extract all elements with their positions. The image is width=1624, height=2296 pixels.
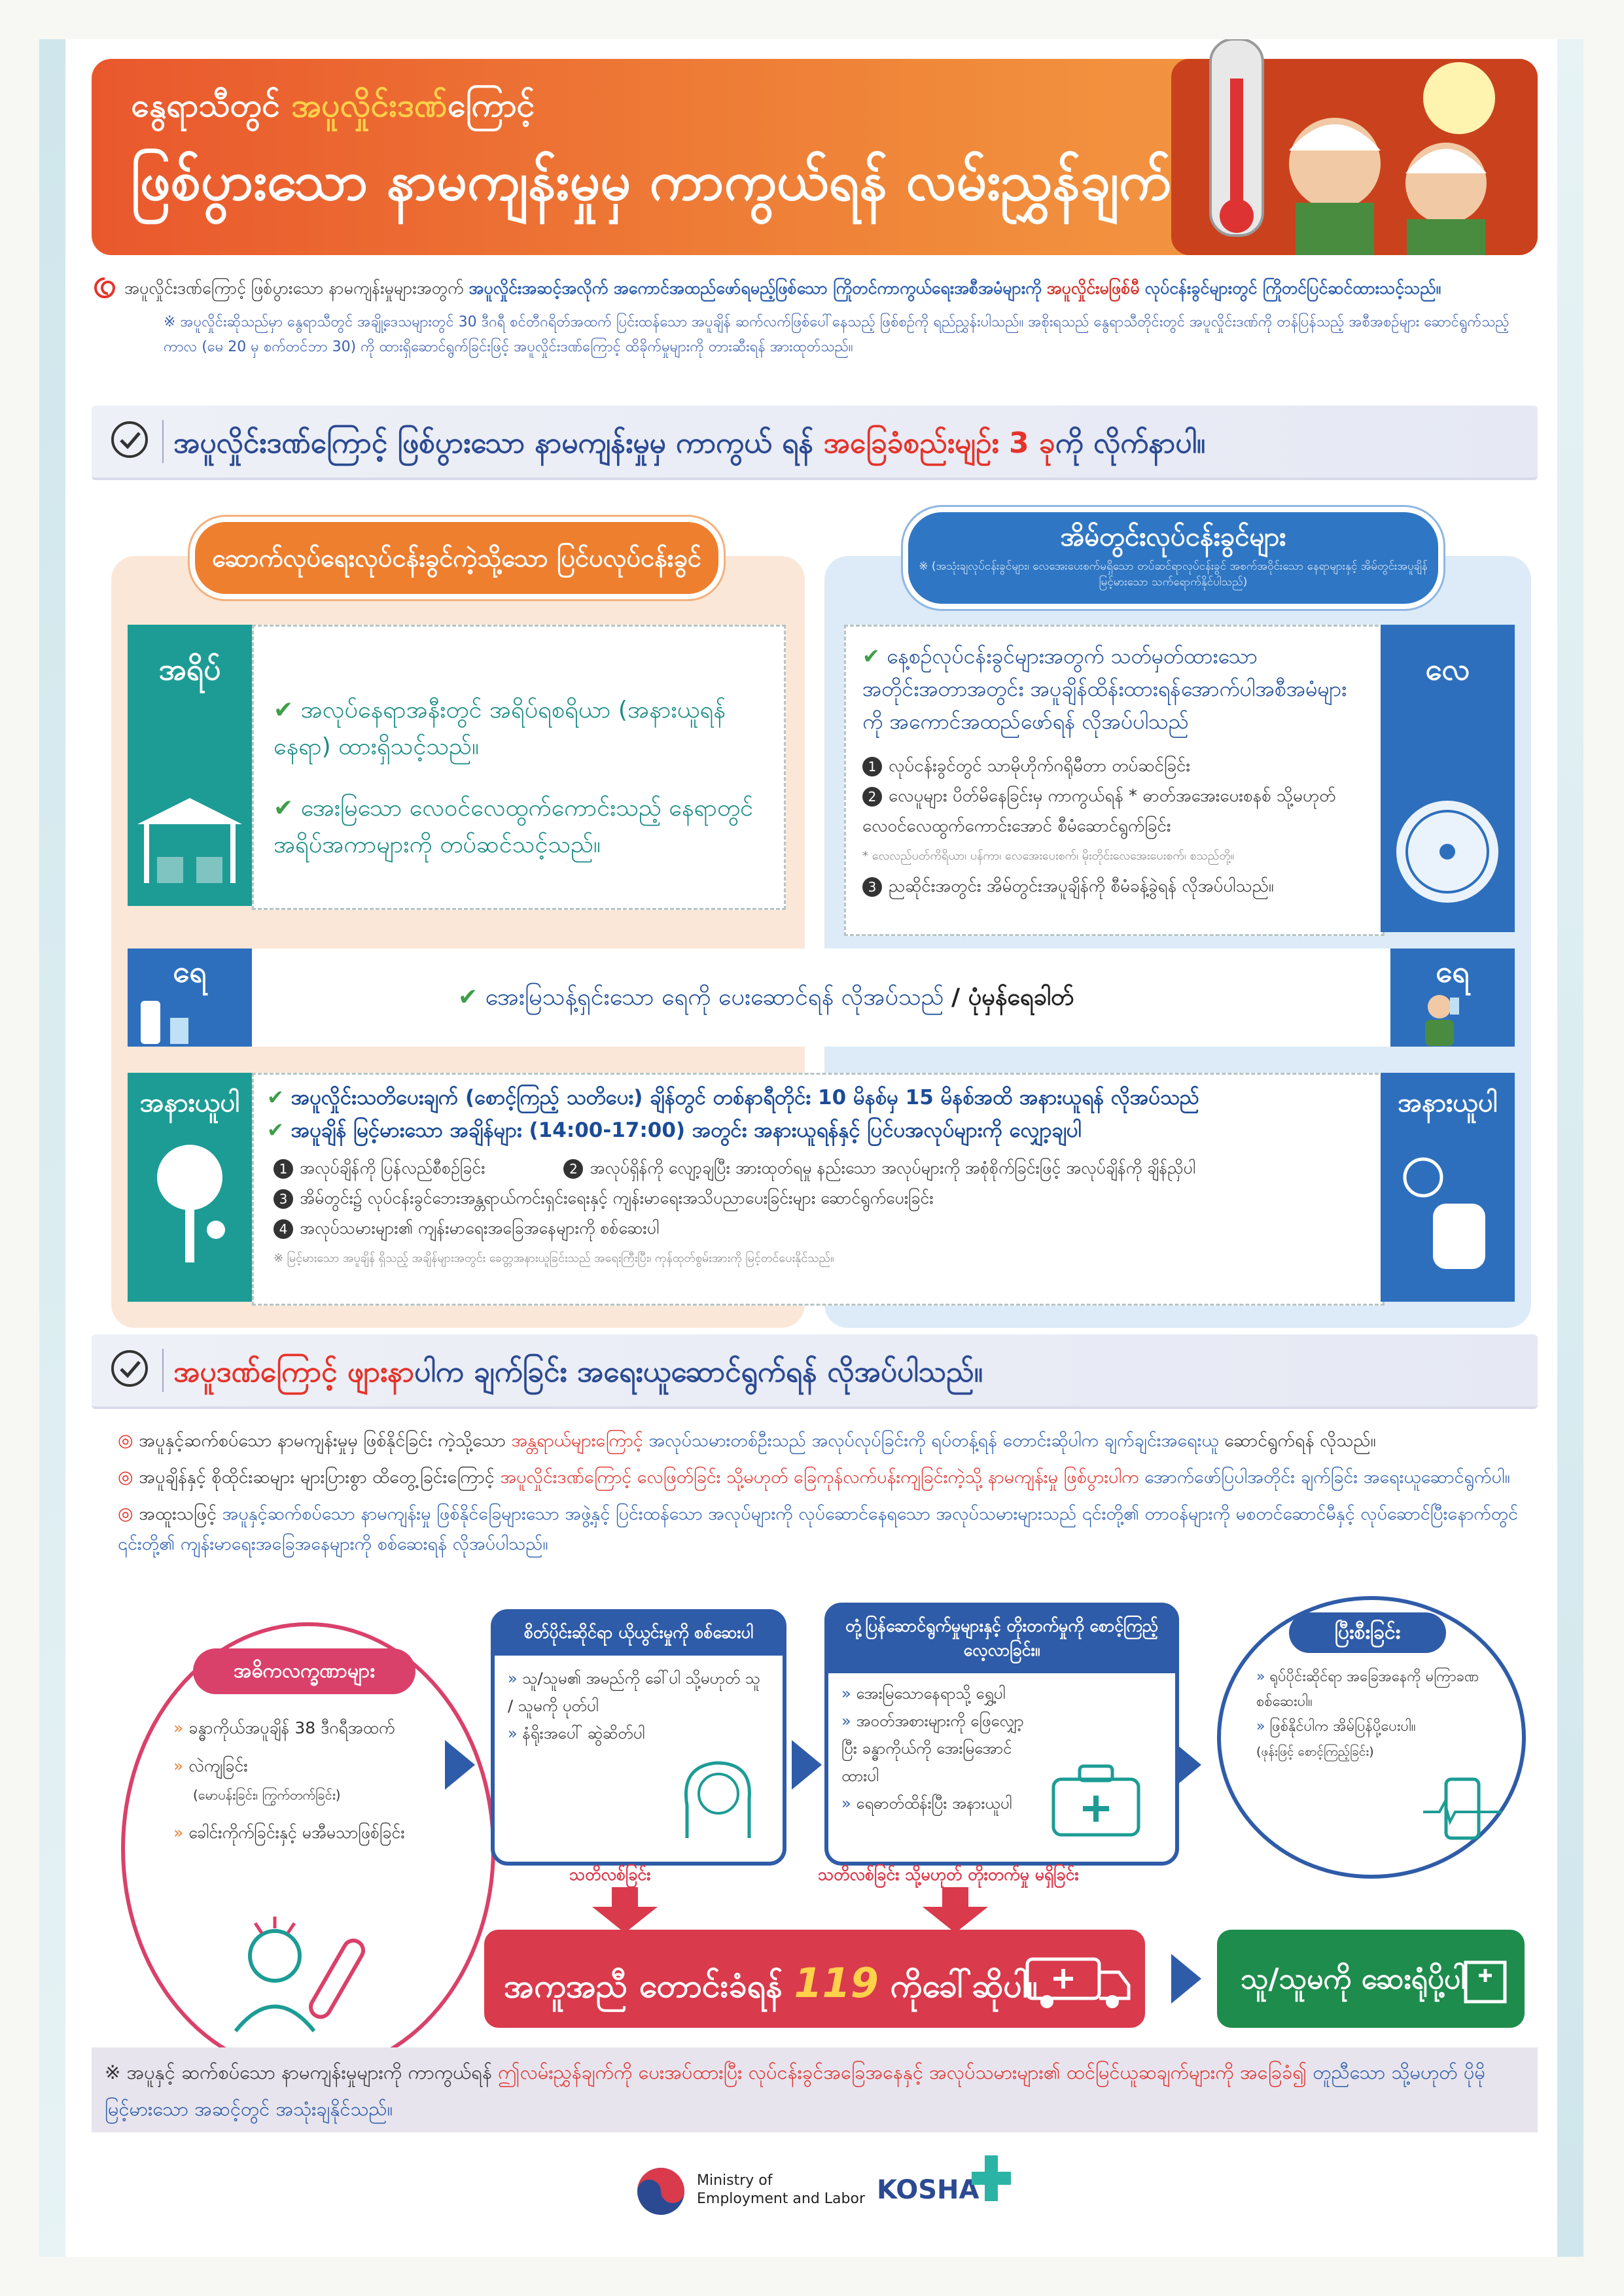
fever-person-icon	[216, 1917, 386, 2034]
check-icon: ✔	[274, 795, 294, 822]
rest-item-3: 3 အိမ်တွင်း၌ လုပ်ငန်းခွင်ဘေးအန္တရာယ်ကင်းရှင်းရေးနှင့် ကျန်းမာရေးအသိပညာပေးခြင်းများ ဆောင်ရွက်ပေးခြင်း	[274, 1183, 1373, 1213]
first-aid-kit-icon	[1047, 1760, 1145, 1838]
rest-label-left: အနားယူပါ	[139, 1088, 240, 1118]
rest-items-row-1: 1 အလုပ်ချိန်ကို ပြန်လည်စီစဉ်ခြင်း 2 အလုပ်ရှိန်ကို လျော့ချပြီး အားထုတ်ရမှု နည်းသော အလုပ်များကို အစုံစိုက်ခြင်းဖြင့် အလုပ်ချိန်ကို ချိန်ညှိပါ	[274, 1153, 1373, 1183]
symptoms-title: အဓိကလက္ခဏာများ	[193, 1648, 415, 1694]
done-item-2: » ဖြစ်နိုင်ပါက အိမ်ပြန်ပို့ပေးပါ။	[1256, 1718, 1416, 1735]
swirl-bullet-icon: ◎	[118, 1504, 139, 1524]
brain-head-icon	[667, 1753, 759, 1845]
outdoor-heading: ဆောက်လုပ်ရေးလုပ်ငန်းခွင်ကဲ့သို့သော ပြင်ပလုပ်ငန်းခွင်	[190, 517, 724, 599]
mental-check-title: စိတ်ပိုင်းဆိုင်ရာ ယိုယွင်းမှုကို စစ်ဆေးပါ	[495, 1613, 783, 1656]
indoor-heading: အိမ်တွင်းလုပ်ငန်းခွင်များ ※ (အသုံးချလုပ်ငန်းခွင်များ၊ လေအေးပေးစက်မရှိသော တပ်ဆင်ရာလုပ်ငန်းခွင် အစက်အဝိုင်းသော နေရာများနှင့် အိမ်တွင်းအပူချိန်မြင့်မားသော သက်ရောက်နိုင်ပါသည်)	[903, 507, 1443, 609]
ministry-logo-text: Ministry of Employment and Labor	[697, 2172, 866, 2207]
resting-chair-icon	[1394, 1151, 1505, 1276]
rest-item-4: 4 အလုပ်သမားများ၏ ကျန်းမာရေးအခြေအနေများကို စစ်ဆေးပါ	[274, 1213, 1373, 1244]
header-subtitle: နွေရာသီတွင် အပူလှိုင်းဒဏ်ကြောင့်	[131, 86, 535, 124]
bullet-2: ◎ အပူချိန်နှင့် စိုထိုင်းဆများ များပြားစွာ ထိတွေ့ခြင်းကြောင့် အပူလှိုင်းဒဏ်ကြောင့် လေဖြတ်ခြင်း သို့မဟုတ် ခြေကုန်လက်ပန်းကျခြင်းကဲ့သို့ နာမကျန်းမှု ဖြစ်ပွားပါက အောက်ဖော်ပြပါအတိုင်း ချက်ခြင်း အရေးယူဆောင်ရွက်ပါ။	[118, 1467, 1510, 1487]
rest-line-2: ✔ အပူချိန် မြင့်မားသော အချိန်များ (14:00-17:00) အတွင်း အနားယူရန်နှင့် ပြင်ပအလုပ်များကို လျှော့ချပါ	[267, 1119, 1082, 1142]
action-bullets	[118, 1426, 1525, 1559]
footer-note: ※ အပူနှင့် ဆက်စပ်သော နာမကျန်းမှုများကို ကာကွယ်ရန် ဤလမ်းညွှန်ချက်ကို ပေးအပ်ထားပြီး လုပ်ငန်းခွင်အခြေအနေနှင့် အလုပ်သမားများ၏ ထင်မြင်ယူဆချက်များကို အခြေခံ၍ တူညီသော သို့မဟုတ် ပိုမိုမြင့်မားသော အဆင့်တွင် အသုံးချနိုင်သည်။	[105, 2061, 1485, 2120]
tree-rest-icon	[141, 1138, 239, 1269]
water-label-right: ရေ	[1390, 948, 1515, 1047]
mental-item-1: » သူ/သူမ၏ အမည်ကို ခေါ်ပါ သို့မဟုတ် သူ / သူမကို ပုတ်ပါ	[508, 1669, 761, 1715]
air-note: * လေလည်ပတ်ကိရိယာ၊ ပန်ကာ၊ လေအေးပေးစက်၊ မိုးတိုင်းလေအေးပေးစက်၊ စသည်တို့။	[862, 849, 1235, 863]
tent-shade-icon	[131, 785, 249, 890]
done-note: (ဖုန်းဖြင့် စောင့်ကြည့်ခြင်း)	[1256, 1745, 1374, 1759]
intro-text: အပူလှိုင်းဒဏ်ကြောင့် ဖြစ်ပွားသော နာမကျန်းမှုများအတွက် အပူလှိုင်းအဆင့်အလိုက် အကောင်အထည်ဖော်ရမည့်ဖြစ်သော ကြိုတင်ကာကွယ်ရေးအစီအမံများကို အပူလှိုင်းမဖြစ်မီ လုပ်ငန်းခွင်များတွင် ကြိုတင်ပြင်ဆင်ထားသင့်သည်။ ※ အပူလှိုင်းဆိုသည်မှာ နွေရာသီတွင် အချို့ဒေသများတွင် 30 ဒီဂရီ စင်တီဂရိတ်အထက် ပြင်းထန်သော အပူချိန် ဆက်လက်ဖြစ်ပေါ်နေသည့် ဖြစ်စဉ်ကို ရည်ညွှန်းပါသည်။ အစိုးရသည် နွေရာသီတိုင်းတွင် အပူလှိုင်းဒဏ်ကို တန်ပြန်သည့် အစီအစဉ်များ ဆောင်ရွက်သည့် ကာလ (မေ 20 မှ စက်တင်ဘာ 30) ကို ထားရှိဆောင်ရွက်ခြင်းဖြင့် အပူလှိုင်းဒဏ်ကြောင့် ထိခိုက်မှုများကို တားဆီးရန် အားထုတ်သည်။	[124, 275, 1544, 360]
check-icon: ✔	[267, 1086, 284, 1109]
flow-arrow-1	[445, 1740, 475, 1790]
air-item-2: 2 လေပူများ ပိတ်မိနေခြင်းမှ ကာကွယ်ရန် * ဓာတ်အအေးပေးစနစ် သို့မဟုတ် လေဝင်လေထွက်ကောင်းအောင် စီမံဆောင်ရွက်ခြင်း	[862, 786, 1336, 836]
kosha-plus-icon	[968, 2152, 1014, 2204]
rest-note: ※ မြင့်မားသော အပူချိန် ရှိသည့် အချိန်များအတွင်း ခေတ္တအနားယူခြင်းသည် အရေးကြီးပြီး၊ ကုန်ထုတ်စွမ်းအားကို မြင့်တင်ပေးနိုင်သည်။	[274, 1251, 834, 1265]
left-border-strip	[39, 39, 65, 2257]
aid-item-3: » ရေဓာတ်ထိန်းပြီး အနားယူပါ	[841, 1794, 1012, 1813]
ambulance-icon	[1021, 1946, 1132, 2011]
shade-content	[252, 625, 786, 910]
flow-arrow-4	[1171, 1954, 1201, 2004]
air-lead: ✔ နေ့စဉ်လုပ်ငန်းခွင်များအတွက် သတ်မှတ်ထားသော အတိုင်းအတာအတွင်း အပူချိန်ထိန်းထားရန်အောက်ပါအစီအမံများကို အကောင်အထည်ဖော်ရန် လိုအပ်ပါသည်	[862, 644, 1347, 734]
hospital-text: သူ/သူမကို ဆေးရုံပို့ပါ	[1241, 1962, 1466, 1996]
check-icon: ✔	[274, 697, 294, 723]
symptoms-list	[173, 1714, 461, 1847]
swirl-bullet-icon	[92, 275, 118, 301]
water-label-left: ရေ	[128, 948, 252, 1047]
call-119-box	[484, 1930, 1145, 2028]
symptom-1: » ခန္ဓာကိုယ်အပူချိန် 38 ဒီဂရီအထက်	[173, 1718, 395, 1737]
page-title: ဖြစ်ပွားသော နာမကျန်းမှုမှ ကာကွယ်ရန် လမ်းညွှန်ချက်	[131, 150, 1172, 213]
first-aid-title: တုံ့ပြန်ဆောင်ရွက်မှုများနှင့် တိုးတက်မှုကို စောင့်ကြည့်လေ့လာခြင်း။	[828, 1607, 1175, 1673]
rest-label-right: အနားယူပါ	[1398, 1088, 1498, 1118]
swirl-bullet-icon: ◎	[118, 1431, 139, 1451]
bullet-3: ◎ အထူးသဖြင့် အပူနှင့်ဆက်စပ်သော နာမကျန်းမှု ဖြစ်နိုင်ခြေများသော အဖွဲ့နှင့် ပြင်းထန်သော အလုပ်များကို လုပ်ဆောင်နေရသော အလုပ်သမားများသည် ၎င်းတို့၏ တာဝန်များကို မစတင်ဆောင်မီနှင့် လုပ်ဆောင်ပြီးနောက်တွင် ၎င်းတို့၏ ကျန်းမာရေးအခြေအနေများကို စစ်ဆေးရန် လိုအပ်ပါသည်။	[118, 1504, 1518, 1554]
check-icon: ✔	[458, 984, 478, 1011]
check-circle-icon	[110, 1349, 149, 1388]
footer-note-bar	[92, 2047, 1538, 2132]
shade-item-2: ✔ အေးမြသော လေဝင်လေထွက်ကောင်းသည့် နေရာတွင် အရိပ်အကာများကို တပ်ဆင်သင့်သည်။	[274, 795, 753, 858]
done-item-1: » ရုပ်ပိုင်းဆိုင်ရာ အခြေအနေကို မကြာခဏ စစ်ဆေးပါ။	[1256, 1669, 1479, 1710]
section-2-header: အပူဒဏ်ကြောင့် ဖျားနာပါက ချက်ခြင်း အရေးယူဆောင်ရွက်ရန် လိုအပ်ပါသည်။	[92, 1334, 1538, 1409]
water-bottle-icon	[134, 994, 193, 1045]
hospital-building-icon	[1459, 1953, 1511, 2005]
flow-arrow-2	[792, 1740, 822, 1790]
kosha-logo-text: KOSHA	[877, 2175, 980, 2205]
symptom-note: (မောပန်းခြင်း၊ ကြွက်တက်ခြင်း)	[193, 1787, 341, 1803]
check-icon: ✔	[862, 644, 880, 669]
shade-label: အရိပ်	[158, 652, 221, 687]
check-circle-icon	[110, 420, 149, 459]
symptom-3: » ခေါင်းကိုက်ခြင်းနှင့် မအီမသာဖြစ်ခြင်း	[173, 1823, 405, 1842]
aid-item-2: » အဝတ်အစားများကို ဖြေလျှော့ပြီး ခန္ဓာကိုယ်ကို အေးမြအောင် ထားပါ	[841, 1712, 1024, 1785]
done-list	[1256, 1665, 1492, 1764]
symptom-2: » လဲကျခြင်း	[173, 1756, 248, 1775]
right-border-strip	[1557, 39, 1583, 2257]
done-title: ပြီးစီးခြင်း	[1289, 1612, 1446, 1653]
no-improvement-label: သတိလစ်ခြင်း သို့မဟုတ် တိုးတက်မှု မရှိခြင်း	[818, 1865, 1079, 1884]
down-arrow-1	[586, 1887, 664, 1933]
korea-emblem-icon	[635, 2165, 687, 2218]
air-item-1: 1 လုပ်ငန်းခွင်တွင် သာမိုဟိုက်ဂရိုမီတာ တပ်ဆင်ခြင်း	[862, 751, 1373, 781]
swirl-bullet-icon: ◎	[118, 1467, 139, 1487]
hospital-box	[1217, 1930, 1525, 2028]
air-label: လေ	[1425, 652, 1470, 687]
shade-item-1: ✔ အလုပ်နေရာအနီးတွင် အရိပ်ရစရိယာ (အနားယူရန်နေရာ) ထားရှိသင့်သည်။	[274, 697, 726, 760]
down-arrow-2	[916, 1887, 995, 1933]
rest-content	[252, 1073, 1385, 1306]
call-119-text: အကူအညီ တောင်းခံရန် 119 ကိုခေါ်ဆိုပါ။	[504, 1959, 1038, 2007]
phone-monitor-icon	[1420, 1773, 1505, 1845]
air-content	[844, 625, 1385, 936]
check-icon: ✔	[267, 1119, 284, 1142]
unconscious-label: သတိလစ်ခြင်း	[569, 1865, 651, 1884]
fan-icon	[1390, 795, 1505, 909]
air-item-3: 3 ညဆိုင်းအတွင်း အိမ်တွင်းအပူချိန်ကို စီမံခန့်ခွဲရန် လိုအပ်ပါသည်။	[862, 871, 1373, 901]
water-text: ✔ အေးမြသန့်ရှင်းသော ရေကို ပေးဆောင်ရန် လိုအပ်သည် / ပုံမှန်ရေခါတ်	[458, 984, 1074, 1011]
bullet-1: ◎ အပူနှင့်ဆက်စပ်သော နာမကျန်းမှုမှ ဖြစ်နိုင်ခြင်း ကဲ့သို့သော အန္တရာယ်များကြောင့် အလုပ်သမားတစ်ဦးသည် အလုပ်လုပ်ခြင်းကို ရပ်တန့်ရန် တောင်းဆိုပါက ချက်ချင်းအရေးယူ ဆောင်ရွက်ရန် လိုသည်။	[118, 1431, 1376, 1451]
workers-heat-illustration	[1171, 39, 1538, 255]
intro-note: ※ အပူလှိုင်းဆိုသည်မှာ နွေရာသီတွင် အချို့ဒေသများတွင် 30 ဒီဂရီ စင်တီဂရိတ်အထက် ပြင်းထန်သော အပူချိန် ဆက်လက်ဖြစ်ပေါ်နေသည့် ဖြစ်စဉ်ကို ရည်ညွှန်းပါသည်။ အစိုးရသည် နွေရာသီတိုင်းတွင် အပူလှိုင်းဒဏ်ကို တန်ပြန်သည့် အစီအစဉ်များ ဆောင်ရွက်သည့် ကာလ (မေ 20 မှ စက်တင်ဘာ 30) ကို ထားရှိဆောင်ရွက်ခြင်းဖြင့် အပူလှိုင်းဒဏ်ကြောင့် ထိခိုက်မှုများကို တားဆီးရန် အားထုတ်သည်။	[164, 314, 1509, 355]
mental-item-2: » နံရိုးအပေါ် ဆွဲဆိတ်ပါ	[508, 1724, 645, 1743]
drinking-person-icon	[1413, 991, 1472, 1046]
section-1-header: အပူလှိုင်းဒဏ်ကြောင့် ဖြစ်ပွားသော နာမကျန်းမှုမှ ကာကွယ် ရန် အခြေခံစည်းမျဉ်း 3 ခုကို လိုက်နာပါ။	[92, 406, 1538, 480]
indoor-heading-note: ※ (အသုံးချလုပ်ငန်းခွင်များ၊ လေအေးပေးစက်မရှိသော တပ်ဆင်ရာလုပ်ငန်းခွင် အစက်အဝိုင်းသော နေရာများနှင့် အိမ်တွင်းအပူချိန်မြင့်မားသော သက်ရောက်နိုင်ပါသည်)	[919, 560, 1428, 589]
aid-item-1: » အေးမြသောနေရာသို့ ရွှေ့ပါ	[841, 1684, 1006, 1703]
rest-line-1: ✔ အပူလှိုင်းသတိပေးချက် (စောင့်ကြည့် သတိပေး) ချိန်တွင် တစ်နာရီတိုင်း 10 မိနစ်မှ 15 မိနစ်အထိ အနားယူရန် လိုအပ်သည်	[267, 1086, 1199, 1109]
